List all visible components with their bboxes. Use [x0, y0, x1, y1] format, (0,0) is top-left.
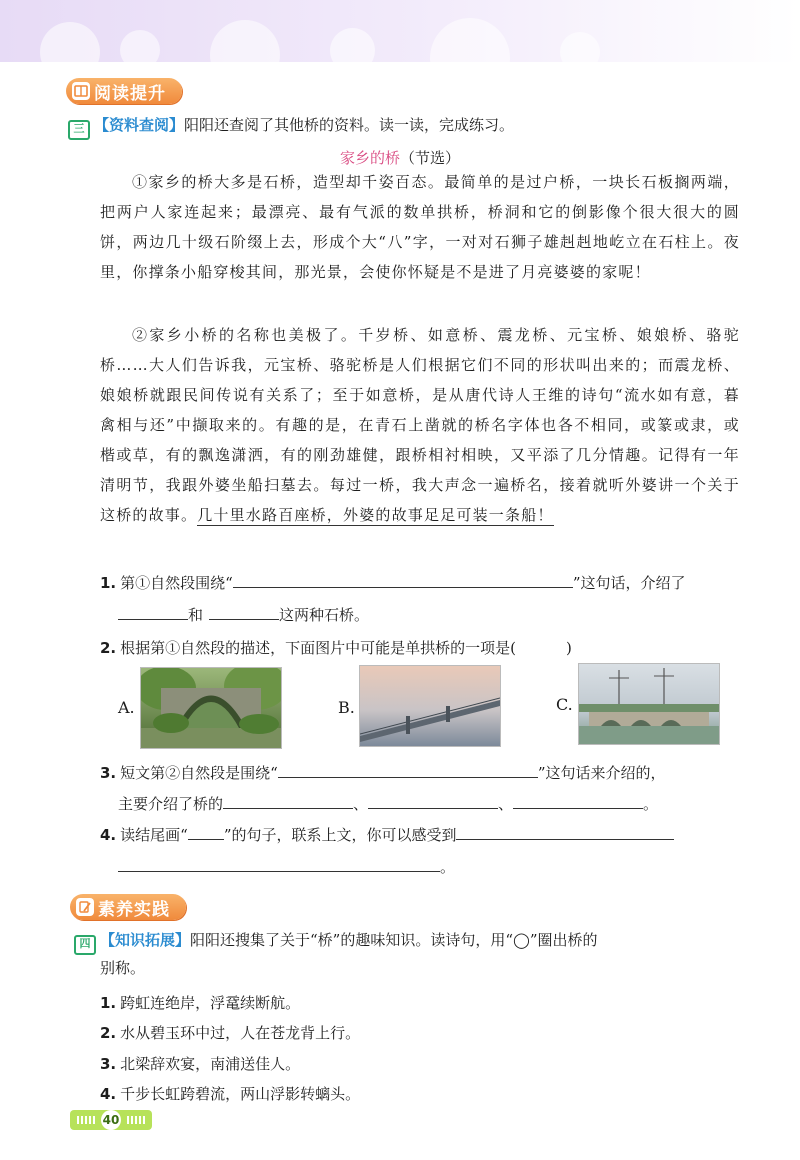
question-1-text-d: 这两种石桥。 — [279, 606, 370, 624]
poem-4-number: 4. — [100, 1085, 117, 1103]
section4-intro-line2: 别称。 — [100, 959, 146, 977]
page-number-badge — [70, 1110, 152, 1130]
passage-paragraph-2 — [100, 320, 740, 530]
question-1-text-b: ”这句话，介绍了 — [572, 574, 686, 592]
question-1-text-a: 第①自然段围绕“ — [120, 574, 233, 592]
question-3 — [100, 758, 665, 788]
question-1-text-c: 和 — [188, 606, 204, 624]
question-3-sep-2: 、 — [498, 795, 514, 813]
passage-paragraph-1: ①家乡的桥大多是石桥，造型却千姿百态。最简单的是过户桥，一块长石板搁两端，把两户人家连起来；最漂亮、最有气派的数单拱桥，桥洞和它的倒影像个很大很大的圆饼，两边几十级石阶缀上去，形成个大“八”字，一对对石狮子雄赳赳地屹立在石柱上。夜里，你撑条小船穿梭其间，那光景，会使你怀疑是不是进了月亮婆婆的家呢！ — [100, 173, 740, 281]
section3-bracket-label: 【资料查阅】 — [94, 116, 185, 134]
question-4 — [100, 820, 674, 850]
reading-section-tag — [66, 78, 182, 104]
book-icon — [72, 82, 90, 100]
poem-1-number: 1. — [100, 994, 117, 1012]
section3-number: 三 — [68, 120, 90, 140]
practice-section-tag — [70, 894, 186, 920]
poem-1 — [100, 988, 300, 1018]
question-4-blank-1[interactable] — [456, 825, 674, 840]
question-4-text-a: 读结尾画“ — [120, 826, 188, 844]
question-2 — [100, 633, 572, 663]
question-2-number: 2. — [100, 639, 117, 657]
pencil-icon — [76, 898, 94, 916]
page-number: 40 — [101, 1110, 121, 1130]
section4-instruction — [74, 930, 598, 955]
question-3-line2 — [118, 789, 658, 819]
question-4-wavy-mark — [188, 825, 224, 840]
question-1-blank-sentence[interactable] — [233, 573, 573, 588]
poem-3-number: 3. — [100, 1055, 117, 1073]
poem-1-text[interactable]: 跨虹连绝岸，浮鼋续断航。 — [120, 994, 301, 1012]
poem-3 — [100, 1049, 300, 1079]
question-1-line2 — [118, 600, 369, 630]
section3-instruction — [68, 115, 514, 140]
section4-number: 四 — [74, 935, 96, 955]
section4-bracket-label: 【知识拓展】 — [100, 931, 191, 949]
question-1-number: 1. — [100, 574, 117, 592]
question-4-blank-2[interactable] — [118, 857, 440, 872]
practice-section-label: 素养实践 — [98, 899, 170, 920]
decorative-hatch-left — [77, 1116, 95, 1124]
poem-4-text[interactable]: 千步长虹跨碧流，两山浮影转螭头。 — [120, 1085, 361, 1103]
section4-intro-a: 阳阳还搜集了关于“桥”的趣味知识。读诗句，用“ — [190, 931, 514, 949]
question-3-blank-1[interactable] — [223, 794, 353, 809]
question-1-blank-type2[interactable] — [209, 605, 279, 620]
section4-circle-symbol: ◯ — [513, 931, 530, 949]
question-3-blank-3[interactable] — [513, 794, 643, 809]
multi-arch-bridge-photo[interactable] — [578, 663, 720, 745]
question-1 — [100, 568, 685, 598]
reading-section-label: 阅读提升 — [94, 83, 166, 104]
passage-title — [0, 147, 800, 168]
poem-2-number: 2. — [100, 1024, 117, 1042]
section4-intro-b: ”圈出桥的 — [529, 931, 598, 949]
poem-3-text[interactable]: 北梁辞欢宴，南浦送佳人。 — [120, 1055, 301, 1073]
header-banner — [0, 0, 800, 62]
question-2-close-paren: ) — [566, 639, 572, 657]
question-3-text-a: 短文第②自然段是围绕“ — [120, 764, 278, 782]
question-4-line2 — [118, 852, 455, 882]
question-3-end: 。 — [643, 795, 659, 813]
question-3-number: 3. — [100, 764, 117, 782]
question-4-number: 4. — [100, 826, 117, 844]
decorative-hatch-right — [127, 1116, 145, 1124]
question-3-sep-1: 、 — [353, 795, 369, 813]
option-c-label: C. — [556, 695, 573, 714]
paragraph-2-underlined-sentence: 几十里水路百座桥，外婆的故事足足可装一条船！ — [197, 506, 554, 524]
stone-arch-bridge-photo[interactable] — [140, 667, 282, 749]
option-b-label: B. — [338, 698, 355, 717]
question-2-text: 根据第①自然段的描述，下面图片中可能是单拱桥的一项是( — [120, 639, 516, 657]
question-4-text-b: ”的句子，联系上文，你可以感受到 — [223, 826, 457, 844]
modern-bridge-photo[interactable] — [359, 665, 501, 747]
question-3-text-c: 主要介绍了桥的 — [118, 795, 224, 813]
question-3-blank-2[interactable] — [368, 794, 498, 809]
question-3-text-b: ”这句话来介绍的， — [537, 764, 666, 782]
passage-title-main: 家乡的桥 — [339, 149, 400, 167]
paragraph-2-text: ②家乡小桥的名称也美极了。千岁桥、如意桥、震龙桥、元宝桥、娘娘桥、骆驼桥……大人们告诉我，元宝桥、骆驼桥是人们根据它们不同的形状叫出来的；而震龙桥、娘娘桥就跟民间传说有关系了；至于如意桥，是从唐代诗人王维的诗句“流水如有意，暮禽相与还”中撷取来的。有趣的是，在青石上凿就的桥名字体也各不相同，或篆或隶，或楷或草，有的飘逸潇洒，有的刚劲雄健，跟桥相衬相映，又平添了几分情趣。记得有一年清明节，我跟外婆坐船扫墓去。每过一桥，我大声念一遍桥名，接着就听外婆讲一个关于这桥的故事。 — [100, 326, 740, 524]
poem-2 — [100, 1018, 360, 1048]
question-4-end: 。 — [440, 858, 456, 876]
poem-4 — [100, 1079, 360, 1109]
poem-2-text[interactable]: 水从碧玉环中过，人在苍龙背上行。 — [120, 1024, 361, 1042]
question-1-blank-type1[interactable] — [118, 605, 188, 620]
question-3-blank-sentence[interactable] — [278, 763, 538, 778]
passage-title-note: （节选） — [400, 149, 461, 167]
option-a-label: A. — [118, 698, 135, 717]
section3-intro: 阳阳还查阅了其他桥的资料。读一读，完成练习。 — [184, 116, 515, 134]
